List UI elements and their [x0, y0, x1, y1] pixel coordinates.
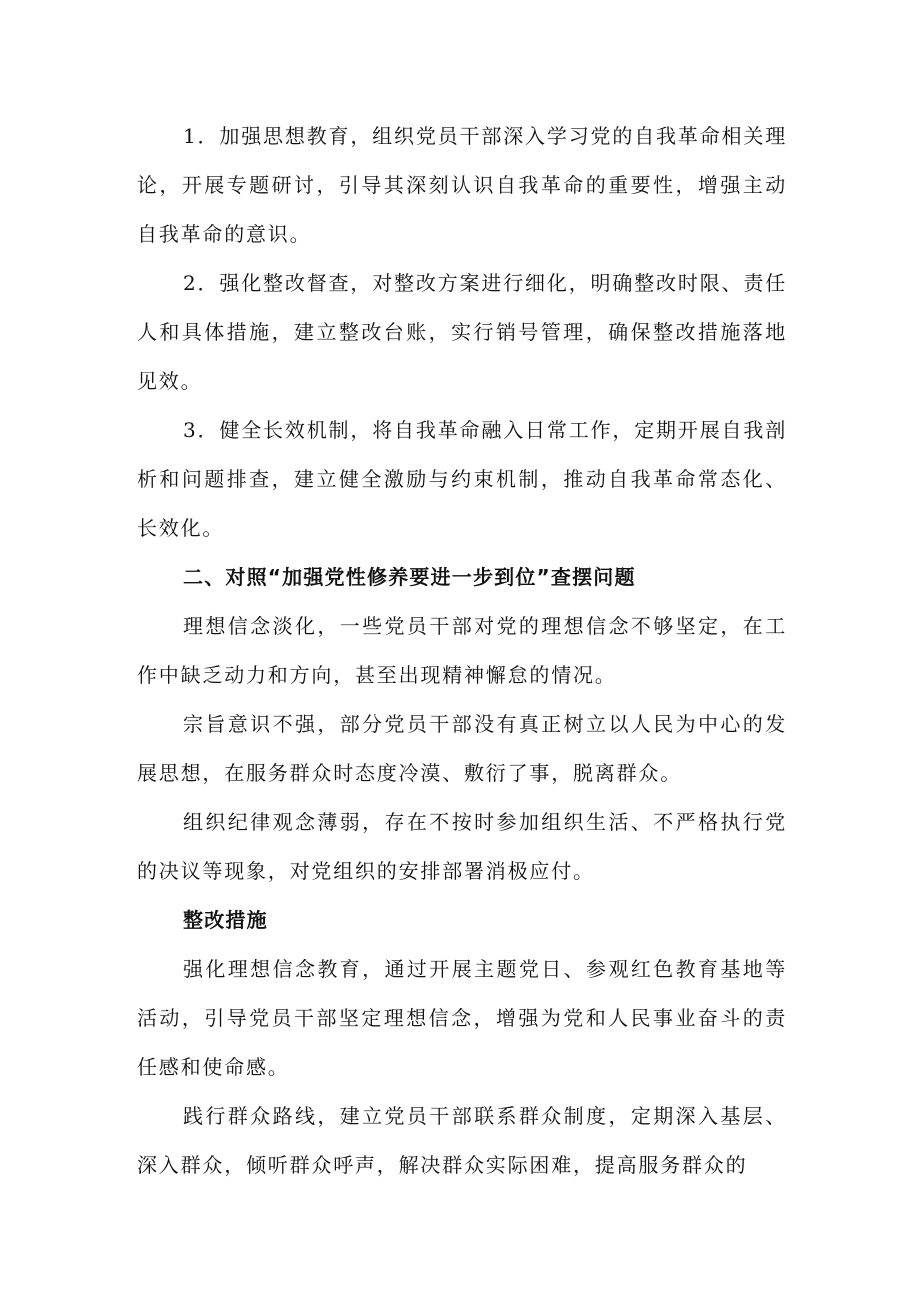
paragraph-measure-3: 3．健全长效机制，将自我革命融入日常工作，定期开展自我剖析和问题排查，建立健全激励与约束机制，推动自我革命常态化、长效化。: [137, 418, 787, 540]
section-heading-2: 二、对照“加强党性修养要进一步到位”查摆问题: [183, 565, 636, 589]
paragraph-problem-discipline: 组织纪律观念薄弱，存在不按时参加组织生活、不严格执行党的决议等现象，对党组织的安排部署消极应付。: [137, 810, 787, 883]
paragraph-measure-1: 1．加强思想教育，组织党员干部深入学习党的自我革命相关理论，开展专题研讨，引导其深刻认识自我革命的重要性，增强主动自我革命的意识。: [137, 124, 787, 246]
paragraph-measure-mass-line: 践行群众路线，建立党员干部联系群众制度，定期深入基层、深入群众，倾听群众呼声，解决群众实际困难，提高服务群众的: [137, 1104, 787, 1177]
paragraph-measure-2: 2．强化整改督查，对整改方案进行细化，明确整改时限、责任人和具体措施，建立整改台账，实行销号管理，确保整改措施落地见效。: [137, 271, 787, 393]
paragraph-problem-purpose: 宗旨意识不强，部分党员干部没有真正树立以人民为中心的发展思想，在服务群众时态度冷漠、敷衍了事，脱离群众。: [137, 712, 787, 785]
document-body: [137, 112, 787, 1190]
paragraph-measure-ideals: 强化理想信念教育，通过开展主题党日、参观红色教育基地等活动，引导党员干部坚定理想信念，增强为党和人民事业奋斗的责任感和使命感。: [137, 957, 787, 1079]
paragraph-problem-ideals: 理想信念淡化，一些党员干部对党的理想信念不够坚定，在工作中缺乏动力和方向，甚至出现精神懈怠的情况。: [137, 614, 787, 687]
subheading-rectification-measures: 整改措施: [183, 908, 268, 932]
